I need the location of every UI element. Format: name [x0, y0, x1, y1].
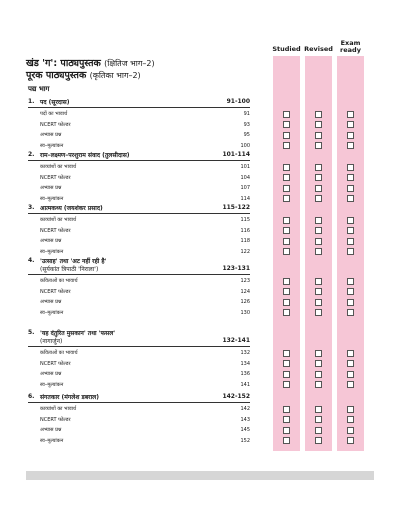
list-item-page: 134 — [240, 360, 250, 367]
list-item-page: 143 — [240, 416, 250, 423]
chapter-rule — [28, 160, 250, 161]
chapter-number: 1. — [28, 98, 35, 105]
list-item-label: कविताओं का भावार्थ — [40, 278, 78, 284]
poetry-section-label: पद्य भाग — [28, 85, 50, 93]
list-item-label: स्व–मूल्यांकन — [40, 195, 64, 202]
list-item-label: अभ्यास प्रश्न — [40, 238, 62, 244]
revised-checkbox[interactable] — [315, 195, 322, 202]
exam-ready-checkbox[interactable] — [347, 121, 354, 128]
chapter-page-range: 142-152 — [222, 393, 250, 400]
chapter-title: 'उत्साह' तथा 'अट नहीं रही है' — [40, 258, 107, 265]
studied-header: Studied — [272, 45, 301, 53]
list-item-label: NCERT फोल्डर — [40, 174, 71, 181]
revised-checkbox[interactable] — [315, 132, 322, 139]
exam-ready-checkbox[interactable] — [347, 174, 354, 181]
exam-ready-checkbox[interactable] — [347, 248, 354, 255]
revised-checkbox[interactable] — [315, 121, 322, 128]
studied-checkbox[interactable] — [283, 288, 290, 295]
studied-checkbox[interactable] — [283, 185, 290, 192]
list-item-label: स्व–मूल्यांकन — [40, 309, 64, 316]
list-item-label: अभ्यास प्रश्न — [40, 185, 62, 191]
studied-checkbox[interactable] — [283, 132, 290, 139]
revised-checkbox[interactable] — [315, 164, 322, 171]
list-item-label: अभ्यास प्रश्न — [40, 299, 62, 305]
list-item-label: NCERT फोल्डर — [40, 288, 71, 295]
list-item-page: 142 — [240, 406, 250, 412]
exam-ready-checkbox[interactable] — [347, 406, 354, 413]
list-item-label: स्व–मूल्यांकन — [40, 142, 64, 149]
chapter-page-range: 101-114 — [222, 151, 250, 158]
chapter-number: 2. — [28, 151, 35, 158]
studied-checkbox[interactable] — [283, 248, 290, 255]
exam-ready-checkbox[interactable] — [347, 360, 354, 367]
studied-checkbox[interactable] — [283, 111, 290, 118]
list-item-page: 126 — [240, 299, 250, 305]
list-item-label: NCERT फोल्डर — [40, 416, 71, 423]
studied-checkbox[interactable] — [283, 217, 290, 224]
exam-ready-checkbox[interactable] — [347, 350, 354, 357]
list-item-label: स्व–मूल्यांकन — [40, 381, 64, 388]
chapter-number: 6. — [28, 393, 35, 400]
footer-bar — [26, 471, 374, 480]
chapter-page-range: 132-141 — [222, 337, 250, 344]
chapter-author: (नागार्जुन) — [40, 338, 63, 345]
list-item-label: काव्यांशों का भावार्थ — [40, 406, 77, 412]
list-item-page: 91 — [243, 111, 250, 117]
studied-checkbox[interactable] — [283, 427, 290, 434]
chapter-page-range: 123-131 — [222, 265, 250, 272]
studied-checkbox[interactable] — [283, 164, 290, 171]
chapter-title: आत्मकथ्य (जयशंकर प्रसाद) — [40, 205, 103, 212]
chapter-rule — [28, 213, 250, 214]
studied-checkbox[interactable] — [283, 174, 290, 181]
chapter-number: 3. — [28, 204, 35, 211]
list-item-page: 152 — [240, 437, 250, 444]
supplementary-heading — [26, 68, 141, 81]
exam-ready-checkbox[interactable] — [347, 437, 354, 444]
studied-checkbox[interactable] — [283, 238, 290, 245]
list-item-label: NCERT फोल्डर — [40, 360, 71, 367]
chapter-title: संगतकार (मंगलेश डबराल) — [40, 394, 99, 401]
exam-ready-checkbox[interactable] — [347, 132, 354, 139]
exam-ready-header-line2: ready — [340, 46, 361, 54]
chapter-rule — [28, 107, 250, 108]
exam-ready-checkbox[interactable] — [347, 427, 354, 434]
studied-checkbox[interactable] — [283, 406, 290, 413]
exam-ready-header — [334, 40, 367, 54]
revised-checkbox[interactable] — [315, 371, 322, 378]
revised-checkbox[interactable] — [315, 248, 322, 255]
list-item-page: 100 — [240, 142, 250, 149]
list-item-page: 114 — [240, 195, 250, 202]
exam-ready-checkbox[interactable] — [347, 416, 354, 423]
studied-checkbox[interactable] — [283, 299, 290, 306]
revised-checkbox[interactable] — [315, 238, 322, 245]
exam-ready-checkbox[interactable] — [347, 238, 354, 245]
list-item-page: 107 — [240, 185, 250, 191]
exam-ready-checkbox[interactable] — [347, 217, 354, 224]
list-item-page: 130 — [240, 309, 250, 316]
section-heading-title: खंड 'ग': पाठ्यपुस्तक — [26, 58, 101, 69]
chapter-rule — [28, 346, 250, 347]
list-item-label: अभ्यास प्रश्न — [40, 371, 62, 377]
studied-checkbox[interactable] — [283, 278, 290, 285]
list-item-label: अभ्यास प्रश्न — [40, 132, 62, 138]
exam-ready-checkbox[interactable] — [347, 111, 354, 118]
revised-checkbox[interactable] — [315, 427, 322, 434]
list-item-label: NCERT फोल्डर — [40, 121, 71, 128]
list-item-label: स्व–मूल्यांकन — [40, 437, 64, 444]
chapter-page-range: 91-100 — [226, 98, 250, 105]
list-item-page: 132 — [240, 350, 250, 356]
revised-checkbox[interactable] — [315, 381, 322, 388]
studied-checkbox[interactable] — [283, 381, 290, 388]
exam-ready-checkbox[interactable] — [347, 381, 354, 388]
revised-checkbox[interactable] — [315, 416, 322, 423]
exam-ready-checkbox[interactable] — [347, 195, 354, 202]
revised-checkbox[interactable] — [315, 227, 322, 234]
revised-checkbox[interactable] — [315, 288, 322, 295]
exam-ready-checkbox[interactable] — [347, 227, 354, 234]
revised-checkbox[interactable] — [315, 350, 322, 357]
list-item-page: 116 — [240, 227, 250, 234]
list-item-page: 124 — [240, 288, 250, 295]
revised-checkbox[interactable] — [315, 111, 322, 118]
supplementary-heading-note: (कृतिका भाग–2) — [89, 71, 141, 80]
list-item-page: 104 — [240, 174, 250, 181]
exam-ready-checkbox[interactable] — [347, 185, 354, 192]
studied-checkbox[interactable] — [283, 142, 290, 149]
chapter-rule — [28, 274, 250, 275]
chapter-title: राम–लक्ष्मण–परशुराम संवाद (तुलसीदास) — [40, 152, 130, 159]
revised-checkbox[interactable] — [315, 185, 322, 192]
chapter-author: (सूर्यकांत त्रिपाठी 'निराला') — [40, 266, 99, 273]
supplementary-heading-title: पूरक पाठ्यपुस्तक — [26, 70, 87, 81]
exam-ready-checkbox[interactable] — [347, 309, 354, 316]
exam-ready-checkbox[interactable] — [347, 164, 354, 171]
list-item-label: पदों का भावार्थ — [40, 111, 68, 117]
revised-checkbox[interactable] — [315, 360, 322, 367]
studied-checkbox[interactable] — [283, 350, 290, 357]
studied-checkbox[interactable] — [283, 371, 290, 378]
studied-checkbox[interactable] — [283, 227, 290, 234]
list-item-page: 115 — [240, 217, 250, 223]
studied-checkbox[interactable] — [283, 121, 290, 128]
list-item-page: 95 — [243, 132, 250, 138]
revised-checkbox[interactable] — [315, 299, 322, 306]
list-item-label: स्व–मूल्यांकन — [40, 248, 64, 255]
revised-checkbox[interactable] — [315, 406, 322, 413]
studied-checkbox[interactable] — [283, 360, 290, 367]
studied-checkbox[interactable] — [283, 195, 290, 202]
list-item-label: कविताओं का भावार्थ — [40, 350, 78, 356]
chapter-number: 4. — [28, 257, 35, 264]
chapter-title: 'यह दंतुरित मुसकान' तथा 'फसल' — [40, 330, 116, 337]
list-item-label: काव्यांशों का भावार्थ — [40, 217, 77, 223]
list-item-page: 136 — [240, 371, 250, 377]
chapter-number: 5. — [28, 329, 35, 336]
revised-checkbox[interactable] — [315, 309, 322, 316]
chapter-page-range: 115-122 — [222, 204, 250, 211]
list-item-label: NCERT फोल्डर — [40, 227, 71, 234]
list-item-page: 145 — [240, 427, 250, 433]
list-item-page: 141 — [240, 381, 250, 388]
list-item-page: 118 — [240, 238, 250, 244]
chapter-rule — [28, 402, 250, 403]
chapter-title: पद (सूरदास) — [40, 99, 70, 106]
revised-header: Revised — [304, 45, 333, 53]
revised-checkbox[interactable] — [315, 217, 322, 224]
exam-ready-checkbox[interactable] — [347, 371, 354, 378]
studied-checkbox[interactable] — [283, 437, 290, 444]
exam-ready-header-line1: Exam — [340, 39, 361, 47]
revised-checkbox[interactable] — [315, 174, 322, 181]
revised-checkbox[interactable] — [315, 278, 322, 285]
list-item-page: 101 — [240, 164, 250, 170]
list-item-label: काव्यांशों का भावार्थ — [40, 164, 77, 170]
exam-ready-checkbox[interactable] — [347, 278, 354, 285]
list-item-page: 122 — [240, 248, 250, 255]
revised-checkbox[interactable] — [315, 142, 322, 149]
exam-ready-checkbox[interactable] — [347, 288, 354, 295]
list-item-label: अभ्यास प्रश्न — [40, 427, 62, 433]
exam-ready-checkbox[interactable] — [347, 299, 354, 306]
exam-ready-checkbox[interactable] — [347, 142, 354, 149]
section-heading-note: (क्षितिज भाग–2) — [104, 59, 155, 68]
studied-checkbox[interactable] — [283, 309, 290, 316]
revised-checkbox[interactable] — [315, 437, 322, 444]
list-item-page: 123 — [240, 278, 250, 284]
studied-checkbox[interactable] — [283, 416, 290, 423]
list-item-page: 93 — [243, 121, 250, 128]
